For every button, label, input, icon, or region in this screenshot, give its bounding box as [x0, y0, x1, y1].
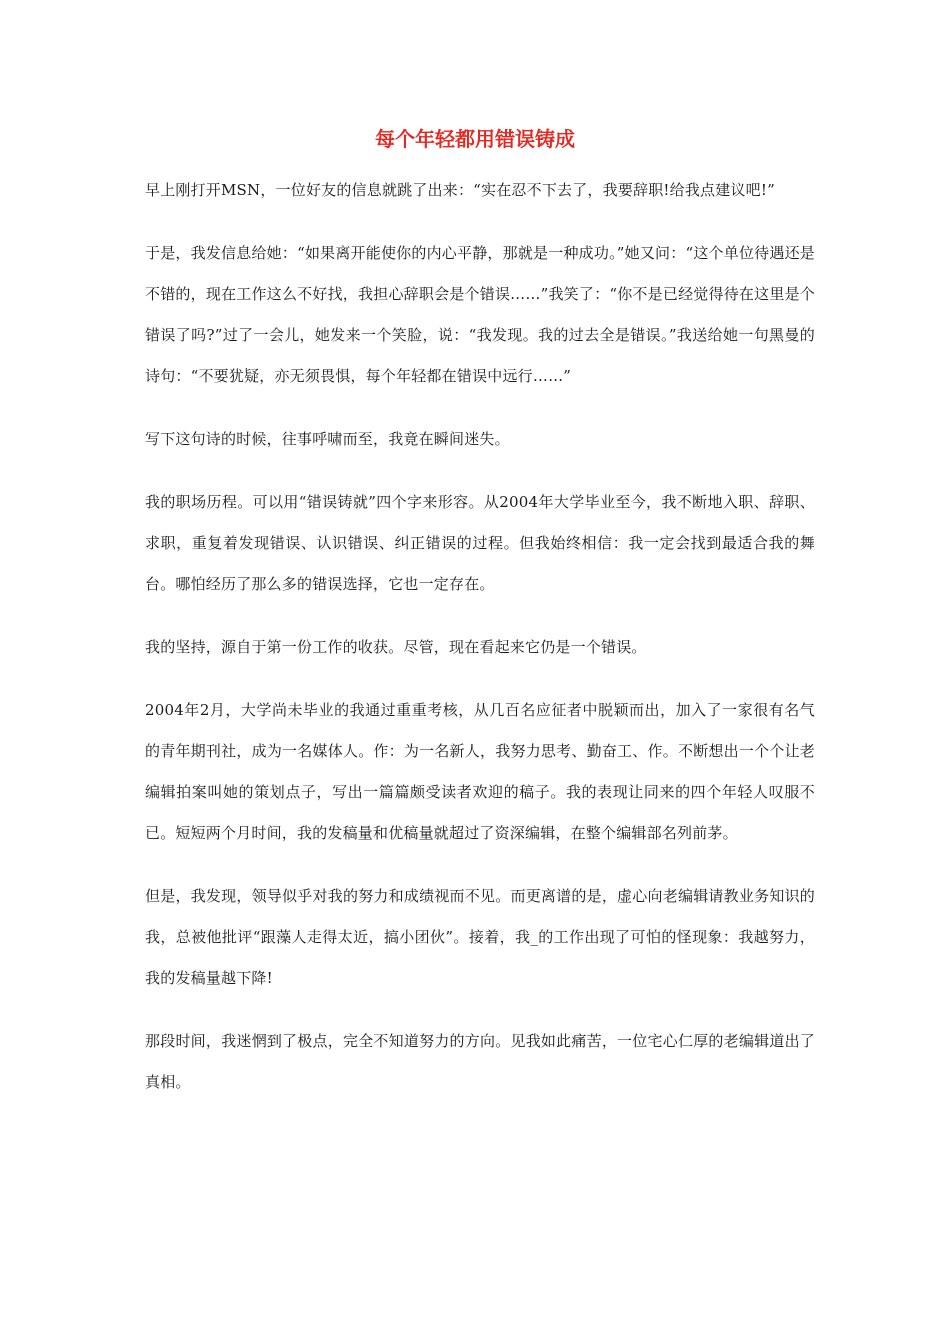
- paragraph-4: 我的职场历程。可以用“错误铸就”四个字来形容。从2004年大学毕业至今，我不断地入职、辞职、求职，重复着发现错误、认识错误、纠正错误的过程。但我始终相信：我一定会找到最适合我的舞台。哪怕经历了那么多的错误选择，它也一定存在。: [145, 493, 815, 593]
- paragraph-7: 但是，我发现，领导似乎对我的努力和成绩视而不见。而更离谱的是，虚心向老编辑请教业务知识的我，总被他批评“跟藻人走得太近，搞小团伙”。接着，我_的工作出现了可怕的怪现象：我越努力，我的发稿量越下降!: [145, 887, 815, 987]
- paragraph-2: 于是，我发信息给她：“如果离开能使你的内心平静，那就是一种成功。”她又问：“这个单位待遇还是不错的，现在工作这么不好找，我担心辞职会是个错误……”我笑了：“你不是已经觉得待在这里是个错误了吗?”过了一会儿，她发来一个笑脸，说：“我发现。我的过去全是错误。”我送给她一句黑曼的诗句：“不要犹疑，亦无须畏惧，每个年轻都在错误中远行……”: [145, 244, 815, 385]
- paragraph-3: 写下这句诗的时候，往事呼啸而至，我竟在瞬间迷失。: [145, 430, 510, 448]
- document-title: 每个年轻都用错误铸成: [375, 127, 575, 151]
- paragraph-5: 我的坚持，源自于第一份工作的收获。尽管，现在看起来它仍是一个错误。: [145, 638, 647, 656]
- article-body: [145, 170, 815, 1125]
- paragraph-1: 早上刚打开MSN，一位好友的信息就跳了出来：“实在忍不下去了，我要辞职!给我点建议吧!”: [145, 181, 775, 199]
- paragraph-8: 那段时间，我迷惘到了极点，完全不知道努力的方向。见我如此痛苦，一位宅心仁厚的老编辑道出了真相。: [145, 1032, 815, 1091]
- paragraph-6: 2004年2月，大学尚未毕业的我通过重重考核，从几百名应征者中脱颖而出，加入了一家很有名气的青年期刊社，成为一名媒体人。作：为一名新人，我努力思考、勤奋工、作。不断想出一个个让老编辑拍案叫她的策划点子，写出一篇篇颇受读者欢迎的稿子。我的表现让同来的四个年轻人叹服不已。短短两个月时间，我的发稿量和优稿量就超过了资深编辑，在整个编辑部名列前茅。: [145, 701, 815, 842]
